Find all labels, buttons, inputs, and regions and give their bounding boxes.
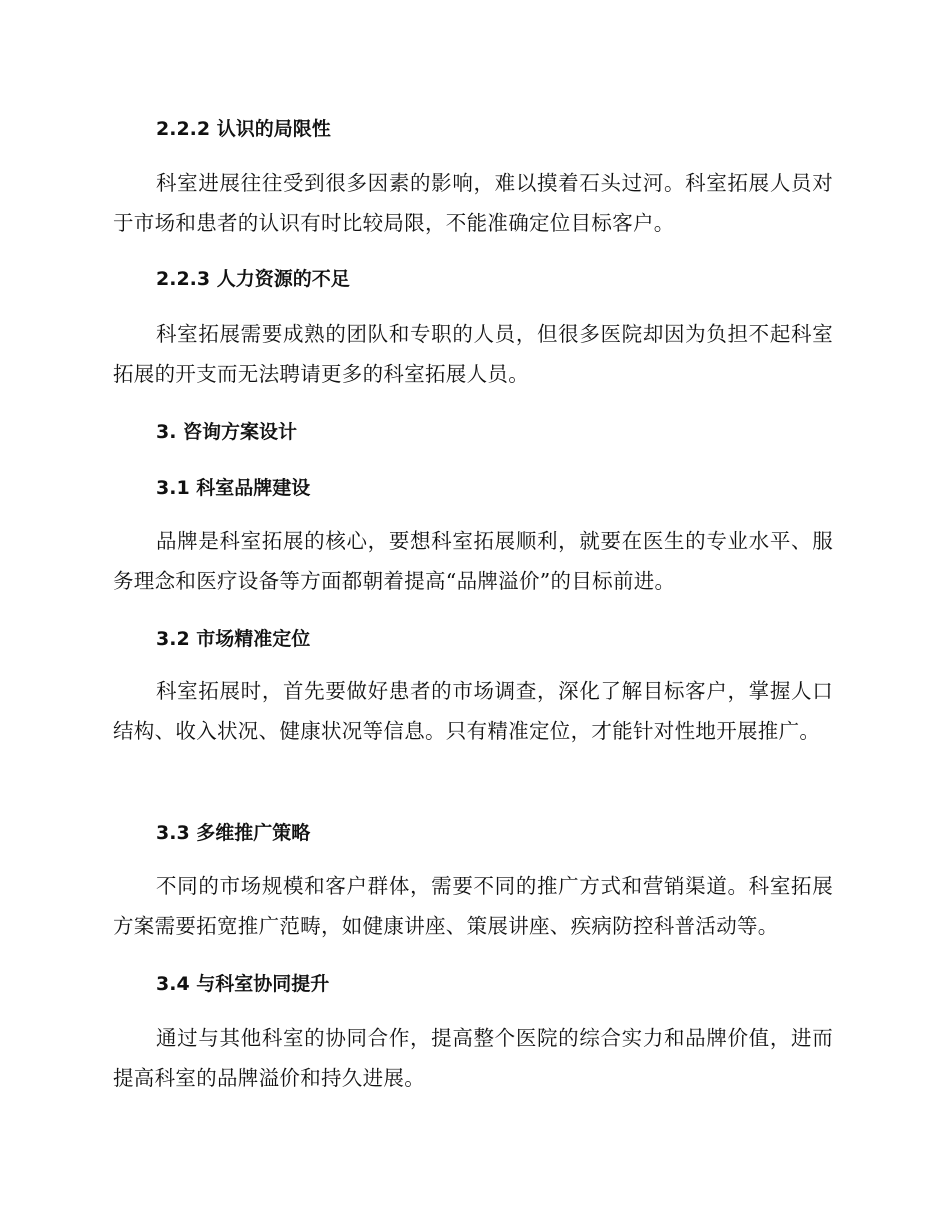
heading-2-2-2: 2.2.2 认识的局限性 (156, 118, 331, 140)
paragraph-3-4: 通过与其他科室的协同合作，提高整个医院的综合实力和品牌价值，进而提高科室的品牌溢价和持久进展。 (113, 1026, 833, 1090)
paragraph-3-2: 科室拓展时，首先要做好患者的市场调查，深化了解目标客户，掌握人口结构、收入状况、健康状况等信息。只有精准定位，才能针对性地开展推广。 (113, 679, 833, 743)
heading-3-1: 3.1 科室品牌建设 (156, 477, 311, 499)
heading-3-4: 3.4 与科室协同提升 (156, 973, 330, 995)
paragraph-2-2-3: 科室拓展需要成熟的团队和专职的人员，但很多医院却因为负担不起科室拓展的开支而无法聘请更多的科室拓展人员。 (113, 322, 833, 386)
paragraph-3-1: 品牌是科室拓展的核心，要想科室拓展顺利，就要在医生的专业水平、服务理念和医疗设备等方面都朝着提高“品牌溢价”的目标前进。 (113, 529, 833, 593)
heading-3: 3. 咨询方案设计 (156, 421, 298, 443)
paragraph-2-2-2: 科室进展往往受到很多因素的影响，难以摸着石头过河。科室拓展人员对于市场和患者的认识有时比较局限，不能准确定位目标客户。 (113, 171, 833, 235)
heading-3-3: 3.3 多维推广策略 (156, 822, 311, 844)
paragraph-3-3: 不同的市场规模和客户群体，需要不同的推广方式和营销渠道。科室拓展方案需要拓宽推广范畴，如健康讲座、策展讲座、疾病防控科普活动等。 (113, 874, 833, 938)
heading-2-2-3: 2.2.3 人力资源的不足 (156, 268, 350, 290)
heading-3-2: 3.2 市场精准定位 (156, 628, 311, 650)
